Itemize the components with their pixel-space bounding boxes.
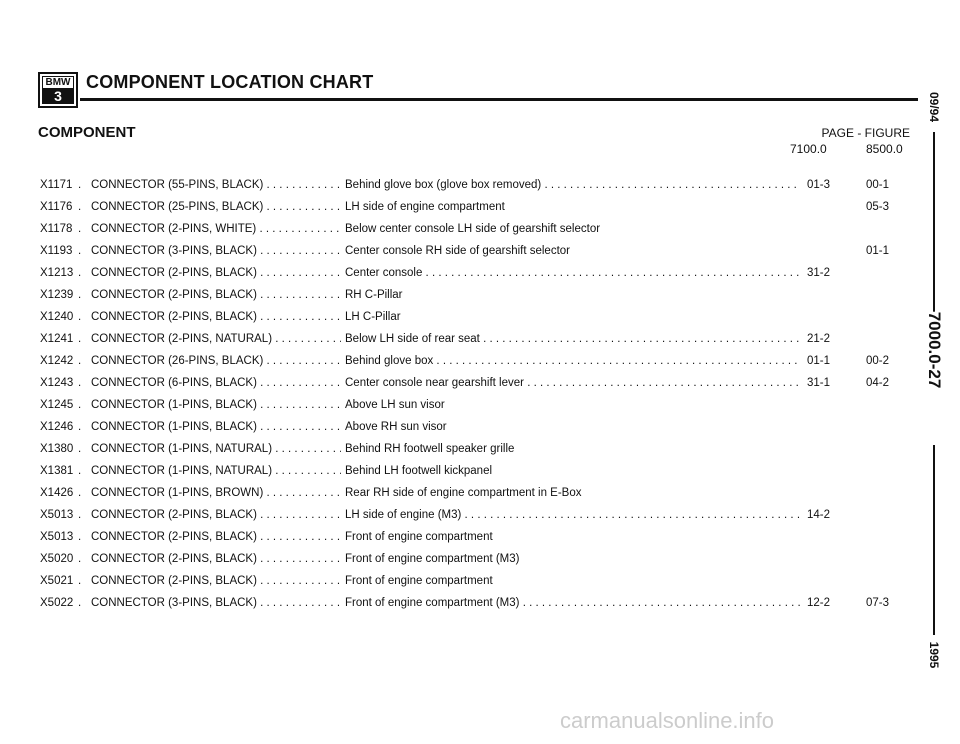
table-row xyxy=(0,196,960,218)
connector-description: CONNECTOR (3-PINS, BLACK) . . . xyxy=(91,592,341,614)
location-description: Above RH sun visor xyxy=(345,421,447,433)
table-row xyxy=(0,460,960,482)
connector-description: CONNECTOR (1-PINS, BLACK) . . . xyxy=(91,394,341,416)
component-id: X1380 xyxy=(40,443,74,455)
figure-reference: 07-3 xyxy=(866,597,890,609)
watermark: carmanualsonline.info xyxy=(560,708,775,733)
location-description: Below center console LH side of gearshift selector xyxy=(345,223,601,235)
side-margin xyxy=(920,70,948,690)
table-row xyxy=(0,328,960,350)
page-reference: 31-2 xyxy=(804,262,830,284)
location-description: LH C-Pillar xyxy=(345,311,401,323)
side-rule-upper xyxy=(933,132,935,332)
figure-reference: 01-1 xyxy=(866,245,890,257)
row-separator: . xyxy=(78,179,82,191)
connector-description: CONNECTOR (1-PINS, BROWN) . . . xyxy=(91,482,341,504)
component-table xyxy=(0,174,960,614)
connector-description: CONNECTOR (2-PINS, BLACK) . . . xyxy=(91,570,341,592)
component-id: X1239 xyxy=(40,289,74,301)
location-description: Behind glove box . . . xyxy=(345,350,800,372)
component-id: X5022 xyxy=(40,597,74,609)
connector-description: CONNECTOR (25-PINS, BLACK) . . . xyxy=(91,196,341,218)
row-separator: . xyxy=(78,245,82,257)
component-id: X5021 xyxy=(40,575,74,587)
page-reference: 12-2 xyxy=(804,592,830,614)
location-description: Center console . . . xyxy=(345,262,800,284)
component-id: X1240 xyxy=(40,311,74,323)
component-id: X1246 xyxy=(40,421,74,433)
table-row xyxy=(0,372,960,394)
row-separator: . xyxy=(78,509,82,521)
location-description: LH side of engine compartment xyxy=(345,201,505,213)
page-ref: 7100.0 xyxy=(790,142,827,156)
connector-description: CONNECTOR (3-PINS, BLACK) . . . xyxy=(91,240,341,262)
component-id: X1178 xyxy=(40,223,73,235)
logo-bottom-text: 3 xyxy=(42,89,74,104)
table-row xyxy=(0,504,960,526)
location-description: Rear RH side of engine compartment in E-Box xyxy=(345,487,582,499)
table-row xyxy=(0,306,960,328)
table-row xyxy=(0,394,960,416)
component-id: X1243 xyxy=(40,377,74,389)
connector-description: CONNECTOR (2-PINS, BLACK) . . . xyxy=(91,548,341,570)
figure-reference: 04-2 xyxy=(866,377,890,389)
figure-reference: 05-3 xyxy=(866,201,890,213)
figure-reference: 00-2 xyxy=(866,355,890,367)
component-id: X5013 xyxy=(40,531,74,543)
connector-description: CONNECTOR (26-PINS, BLACK) . . . xyxy=(91,350,341,372)
page-reference: 01-1 xyxy=(804,350,830,372)
component-id: X1193 xyxy=(40,245,73,257)
row-separator: . xyxy=(78,575,82,587)
component-id: X5013 xyxy=(40,509,74,521)
row-separator: . xyxy=(78,465,82,477)
connector-description: CONNECTOR (6-PINS, BLACK) . . . xyxy=(91,372,341,394)
component-id: X1426 xyxy=(40,487,74,499)
location-description: Behind LH footwell kickpanel xyxy=(345,465,493,477)
bmw-3-logo xyxy=(38,72,78,108)
row-separator: . xyxy=(78,399,82,411)
connector-description: CONNECTOR (1-PINS, BLACK) . . . xyxy=(91,416,341,438)
component-id: X1213 xyxy=(40,267,74,279)
component-id: X1245 xyxy=(40,399,74,411)
page-reference: 14-2 xyxy=(804,504,830,526)
row-separator: . xyxy=(78,311,82,323)
model-year: 1995 xyxy=(927,641,941,669)
table-row xyxy=(0,174,960,196)
row-separator: . xyxy=(78,201,82,213)
component-id: X1176 xyxy=(40,201,73,213)
page-figure-heading: PAGE - FIGURE xyxy=(821,126,910,140)
revision-date: 09/94 xyxy=(927,91,941,123)
component-id: X1241 xyxy=(40,333,74,345)
page-reference: 01-3 xyxy=(804,174,830,196)
component-id: X1381 xyxy=(40,465,74,477)
row-separator: . xyxy=(78,421,82,433)
page-reference: 21-2 xyxy=(804,328,830,350)
location-description: Behind RH footwell speaker grille xyxy=(345,443,515,455)
page-title: COMPONENT LOCATION CHART xyxy=(86,72,374,92)
connector-description: CONNECTOR (2-PINS, BLACK) . . . xyxy=(91,504,341,526)
connector-description: CONNECTOR (2-PINS, BLACK) . . . xyxy=(91,526,341,548)
component-id: X5020 xyxy=(40,553,74,565)
row-separator: . xyxy=(78,355,82,367)
page-reference: 31-1 xyxy=(804,372,830,394)
row-separator: . xyxy=(78,487,82,499)
logo-top-text: BMW xyxy=(42,76,74,89)
table-row xyxy=(0,262,960,284)
table-row xyxy=(0,482,960,504)
component-id: X1242 xyxy=(40,355,74,367)
row-separator: . xyxy=(78,377,82,389)
location-description: Center console near gearshift lever . . . xyxy=(345,372,800,394)
connector-description: CONNECTOR (2-PINS, BLACK) . . . xyxy=(91,284,341,306)
row-separator: . xyxy=(78,443,82,455)
table-row xyxy=(0,526,960,548)
table-row xyxy=(0,218,960,240)
row-separator: . xyxy=(78,531,82,543)
connector-description: CONNECTOR (2-PINS, BLACK) . . . xyxy=(91,306,341,328)
location-description: Front of engine compartment (M3) xyxy=(345,553,520,565)
location-description: Above LH sun visor xyxy=(345,399,445,411)
row-separator: . xyxy=(78,223,82,235)
connector-description: CONNECTOR (1-PINS, NATURAL) . . . xyxy=(91,438,341,460)
figure-ref: 8500.0 xyxy=(866,142,903,156)
table-row xyxy=(0,240,960,262)
document-number: 7000.0-27 xyxy=(925,311,944,389)
table-row xyxy=(0,350,960,372)
table-row xyxy=(0,416,960,438)
row-separator: . xyxy=(78,267,82,279)
table-row xyxy=(0,548,960,570)
location-description: LH side of engine (M3) . . . xyxy=(345,504,800,526)
figure-reference: 00-1 xyxy=(866,179,890,191)
table-row xyxy=(0,592,960,614)
row-separator: . xyxy=(78,333,82,345)
row-separator: . xyxy=(78,553,82,565)
connector-description: CONNECTOR (2-PINS, WHITE) . . . xyxy=(91,218,341,240)
connector-description: CONNECTOR (55-PINS, BLACK) . . . xyxy=(91,174,341,196)
location-description: Center console RH side of gearshift selector xyxy=(345,245,570,257)
connector-description: CONNECTOR (2-PINS, BLACK) . . . xyxy=(91,262,341,284)
connector-description: CONNECTOR (1-PINS, NATURAL) . . . xyxy=(91,460,341,482)
location-description: Front of engine compartment xyxy=(345,531,493,543)
row-separator: . xyxy=(78,289,82,301)
connector-description: CONNECTOR (2-PINS, NATURAL) . . . xyxy=(91,328,341,350)
location-description: Front of engine compartment (M3) . . . xyxy=(345,592,800,614)
location-description: Behind glove box (glove box removed) . . . xyxy=(345,174,800,196)
component-column-heading: COMPONENT xyxy=(38,124,136,141)
location-description: RH C-Pillar xyxy=(345,289,403,301)
row-separator: . xyxy=(78,597,82,609)
component-id: X1171 xyxy=(40,179,73,191)
title-rule xyxy=(80,98,918,101)
table-row xyxy=(0,284,960,306)
location-description: Below LH side of rear seat . . . xyxy=(345,328,800,350)
location-description: Front of engine compartment xyxy=(345,575,493,587)
table-row xyxy=(0,438,960,460)
table-row xyxy=(0,570,960,592)
side-rule-lower xyxy=(933,445,935,635)
